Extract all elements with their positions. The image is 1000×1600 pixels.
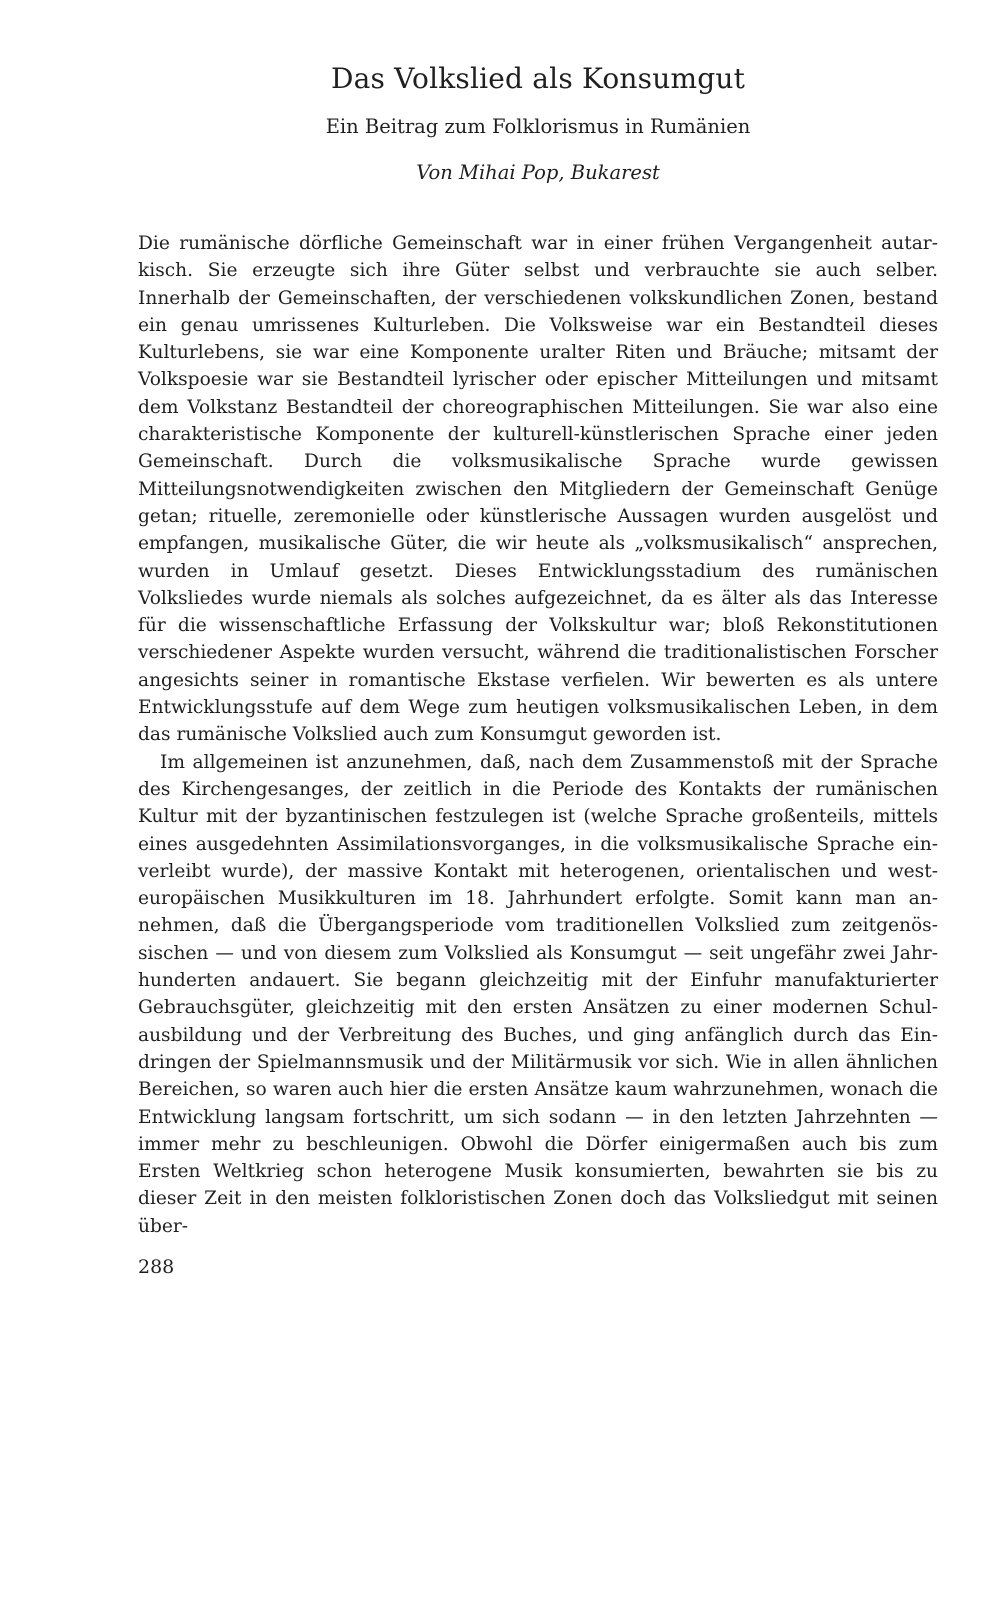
article-author: Von Mihai Pop, Bukarest [416, 161, 660, 184]
article-subtitle: Ein Beitrag zum Folklorismus in Rumänien [325, 115, 751, 138]
article-body [138, 230, 938, 1240]
article-title: Das Volkslied als Konsumgut [330, 62, 746, 95]
paragraph-1: Die rumänische dörfliche Gemeinschaft war in einer frühen Vergangenheit autarkisch. Sie erzeugte sich ihre Güter selbst und verbrauchte sie auch selber. Innerhalb der Gemeinschaften, der verschiedenen volkskundlichen Zonen, bestand ein genau umrissenes Kulturleben. Die Volksweise war ein Bestandteil dieses Kulturlebens, sie war eine Komponente uralter Riten und Bräuche; mitsamt der Volkspoesie war sie Bestandteil lyrischer oder epischer Mitteilungen und mitsamt dem Volkstanz Bestandteil der choreographischen Mitteilungen. Sie war also eine charakteristische Komponente der kulturell-künstlerischen Sprache einer jeden Gemeinschaft. Durch die volksmusikalische Sprache wurde gewissen Mitteilungsnotwendigkeiten zwischen den Mitgliedern der Gemeinschaft Genüge getan; rituelle, zeremonielle oder künstlerische Aussagen wurden ausgelöst und empfangen, musikalische Güter, die wir heute als „volksmusikalisch“ ansprechen, wurden in Umlauf gesetzt. Dieses Entwicklungsstadium des rumänischen Volksliedes wurde niemals als solches aufgezeichnet, da es älter als das Interesse für die wissenschaftliche Erfassung der Volkskultur war; bloß Rekonstitutionen verschiedener Aspekte wurden versucht, während die traditionalistischen Forscher angesichts seiner in romantische Ekstase verfielen. Wir bewerten es als untere Entwicklungsstufe auf dem Wege zum heutigen volksmusikalischen Leben, in dem das rumänische Volkslied auch zum Konsumgut geworden ist. [138, 233, 938, 746]
page-number: 288 [138, 1256, 175, 1278]
paragraph-2: Im allgemeinen ist anzunehmen, daß, nach dem Zusammenstoß mit der Sprache des Kirchengesanges, der zeitlich in die Periode des Kontakts der rumänischen Kultur mit der byzantinischen festzulegen ist (welche Sprache großenteils, mittels eines ausgedehnten Assimilationsvorganges, in die volksmusikalische Sprache einverleibt wurde), der massive Kontakt mit heterogenen, orientalischen und westeuropäischen Musikkulturen im 18. Jahrhundert erfolgte. Somit kann man annehmen, daß die Übergangsperiode vom traditionellen Volkslied zum zeitgenössischen — und von diesem zum Volkslied als Konsumgut — seit ungefähr zwei Jahrhunderten andauert. Sie begann gleichzeitig mit der Einfuhr manufakturierter Gebrauchsgüter, gleichzeitig mit den ersten Ansätzen zu einer modernen Schulausbildung und der Verbreitung des Buches, und ging anfänglich durch das Eindringen der Spielmannsmusik und der Militärmusik vor sich. Wie in allen ähnlichen Bereichen, so waren auch hier die ersten Ansätze kaum wahrzunehmen, wonach die Entwicklung langsam fortschritt, um sich sodann — in den letzten Jahrzehnten — immer mehr zu beschleunigen. Obwohl die Dörfer einigermaßen auch bis zum Ersten Weltkrieg schon heterogene Musik konsumierten, bewahrten sie bis zu dieser Zeit in den meisten folkloristischen Zonen doch das Volksliedgut mit seinen über- [138, 751, 938, 1237]
